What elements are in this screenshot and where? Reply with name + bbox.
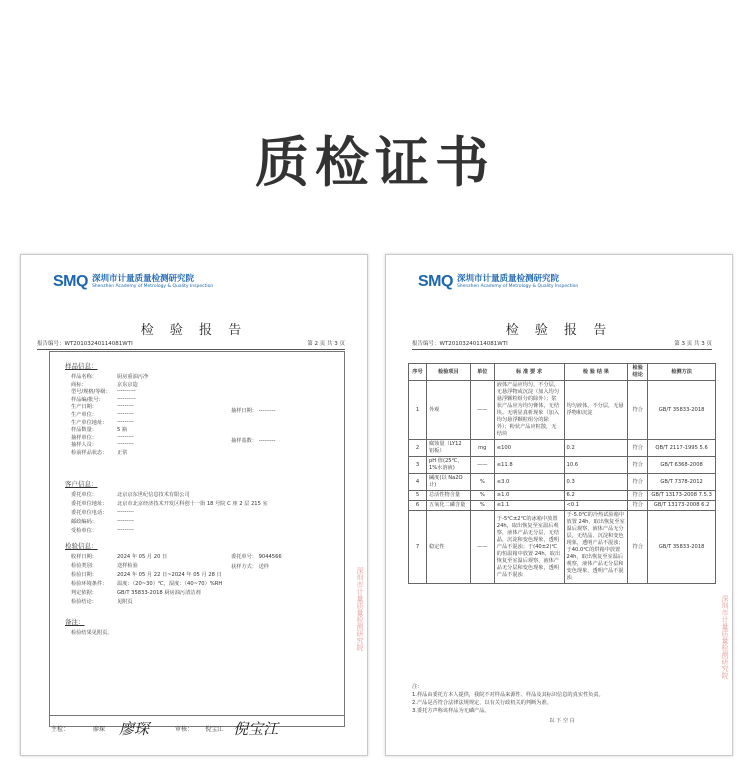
reviewer-signature: 倪宝江	[233, 719, 279, 738]
results-table	[408, 363, 716, 584]
sample-field-value: ---------	[117, 433, 134, 440]
client-field-label: 委托单位电话：	[71, 510, 108, 516]
signature-row	[49, 715, 345, 740]
editor-name: 廖琛	[93, 725, 106, 733]
sample-field-label: 生产单位：	[71, 412, 97, 418]
table-cell: GB/T 6368-2008	[648, 457, 716, 474]
sample-field-value: 京东京造	[117, 381, 138, 388]
client-field-label: 受检单位：	[71, 528, 97, 534]
table-cell: 符合	[628, 511, 648, 584]
sample-field-value: ---------	[117, 403, 134, 410]
client-field-value: ---------	[117, 527, 134, 533]
report-number: 报告编号：WT20103240114081WTI	[37, 341, 133, 347]
sample-field-value: 厨房重油污净	[117, 374, 149, 380]
table-cell: ——	[470, 511, 494, 584]
logo-en-name: Shenzhen Academy of Metrology & Quality Inspection	[456, 284, 579, 289]
remark-header: 备注：	[65, 618, 85, 626]
table-cell: 符合	[628, 501, 648, 511]
table-cell: 均匀液体，不分层，无悬浮物和沉淀	[564, 381, 628, 440]
note-line: 1.样品由委托方本人提供，我院不对样品来源性、样品及其标识信息的真实性负责。	[412, 692, 604, 698]
results-table-header	[409, 364, 716, 381]
sample-field-label: 样品编/批号：	[71, 396, 104, 403]
table-header-cell: 检测方法	[648, 364, 716, 381]
smq-logo	[53, 273, 213, 291]
table-cell: 于-5.0℃的冷热试验箱中放置 24h，取出恢复至室温后观察，液体产品无分层，无结晶、沉淀和变色现象，透明产品不混浊；于40.0℃的烘箱中放置 24h，取出恢复至室温后观察，液体产品无分层和变色现象，透明产品不混浊	[564, 511, 628, 584]
client-field-label: 委托单位：	[71, 492, 97, 498]
commission-no-label: 委托单号：	[231, 554, 257, 560]
sampling-base-row	[231, 437, 275, 444]
table-cell: 稳定性	[426, 511, 470, 584]
table-cell: %	[470, 474, 494, 491]
test-field-value: 送样检验	[117, 563, 138, 569]
table-cell: 6	[409, 501, 427, 511]
test-field-label: 检验类别：	[71, 563, 97, 569]
test-field-label: 收样日期：	[71, 554, 97, 560]
sample-field-value: 正常	[117, 450, 128, 456]
logo-cn-name: 深圳市计量质量检测研究院	[91, 274, 194, 284]
sample-field-label: 抽样单位：	[71, 434, 97, 441]
client-field-value: 北京市北京经济技术开发区科创十一街 18 号院 C 座 2 层 215 室	[117, 501, 268, 507]
sample-field-label: 样品名称：	[71, 374, 97, 380]
table-cell: GB/T 35833-2018	[648, 381, 716, 440]
table-header-cell: 检验结论	[628, 364, 648, 381]
note-line: 2.产品是否符合法律法规规定，以有关行政机关的判断为准。	[412, 700, 552, 706]
table-cell: 6.2	[564, 491, 628, 501]
sample-field-value: ---------	[117, 411, 134, 417]
sample-way-row	[231, 563, 269, 570]
test-field-value: 2024 年 05 月 22 日~2024 年 05 月 28 日	[117, 572, 222, 578]
test-field-label: 检验日期：	[71, 572, 97, 578]
table-cell: ≥1.0	[494, 491, 564, 501]
report-meta	[412, 339, 712, 350]
table-cell: 7	[409, 511, 427, 584]
report-page-2	[20, 254, 368, 756]
table-cell: GB/T 7378-2012	[648, 474, 716, 491]
table-row	[409, 440, 716, 457]
sample-field-label: 生产日期：	[71, 404, 97, 411]
table-row	[409, 474, 716, 491]
client-field-value: ---------	[117, 509, 134, 515]
test-field-label: 检验环境条件：	[71, 581, 108, 587]
sample-field-label: 检前样品状态：	[71, 450, 108, 456]
table-row	[409, 511, 716, 584]
client-field-value: 北京京东世纪信息技术有限公司	[117, 492, 190, 498]
table-cell: GB/T 13173-2008 7.5.3	[648, 491, 716, 501]
table-cell: 5	[409, 491, 427, 501]
sample-way-label: 获样方式：	[231, 564, 257, 570]
table-header-cell: 检 验 结 果	[564, 364, 628, 381]
sample-field-value: 5 瓶	[117, 427, 128, 434]
table-cell: ——	[470, 457, 494, 474]
table-cell: 4	[409, 474, 427, 491]
editor-signature: 廖琛	[119, 719, 150, 738]
sampling-base-label: 抽样基数：	[231, 438, 257, 444]
sample-field-label: 型号/规格/等级：	[71, 389, 111, 396]
table-cell: <0.1	[564, 501, 628, 511]
smq-logo	[418, 273, 578, 291]
table-header-cell: 序号	[409, 364, 427, 381]
sample-info-header: 样品信息：	[65, 362, 98, 370]
table-cell: 腐蚀量（LY12 铝板）	[426, 440, 470, 457]
logo-en-name: Shenzhen Academy of Metrology & Quality Inspection	[91, 284, 214, 289]
table-cell: %	[470, 491, 494, 501]
test-info-header: 检验信息：	[65, 542, 98, 550]
red-seal-stamp: 深圳市计量质量检测研究院	[356, 567, 364, 651]
table-cell: 符合	[628, 457, 648, 474]
table-cell: 符合	[628, 381, 648, 440]
table-cell: 符合	[628, 491, 648, 501]
table-cell: 1	[409, 381, 427, 440]
page-number: 第 2 页 共 3 页	[307, 341, 345, 347]
client-field-label: 邮政编码：	[71, 519, 97, 525]
test-field-value: 见附页	[117, 599, 133, 605]
report-title: 检 验 报 告	[505, 323, 613, 338]
test-field-value: GB/T 35833-2018 厨房油污清洁剂	[117, 590, 201, 596]
sample-field-value: ---------	[117, 441, 134, 448]
sample-field-label: 商标：	[71, 381, 87, 388]
client-field-label: 委托单位地址：	[71, 501, 108, 507]
remark-text: 检验结果见附页。	[71, 630, 113, 636]
table-cell: 外观	[426, 381, 470, 440]
sampling-date-row	[231, 407, 275, 414]
test-field-label: 判定依据：	[71, 590, 97, 596]
commission-no-value: 9044566	[258, 554, 282, 560]
table-cell: ≤11.8	[494, 457, 564, 474]
end-marker: 以 下 空 白	[549, 718, 575, 724]
table-cell: 五氧化二磷含量	[426, 501, 470, 511]
client-field-value: ---------	[117, 518, 134, 524]
sampling-date-label: 抽样日期：	[231, 408, 257, 414]
table-cell: 0.3	[564, 474, 628, 491]
table-cell: ≤3.0	[494, 474, 564, 491]
table-header-cell: 检验项目	[426, 364, 470, 381]
table-cell: 液体产品应均匀，不分层，无悬浮物或沉淀（加入均匀悬浮颗粒组分的除外）；浆状产品应为均匀膏体，无结块。无明显真析现象（加入均匀悬浮颗粒组分的除外）；粉状产品应粒散，无结块	[494, 381, 564, 440]
table-header-cell: 单位	[470, 364, 494, 381]
report-page-3	[385, 254, 733, 756]
test-field-label: 检验结论：	[71, 599, 97, 605]
table-cell: ≤100	[494, 440, 564, 457]
sample-field-value: ----------	[117, 388, 136, 395]
note-line: 3.委托方声称该样品为无磷产品。	[412, 708, 490, 714]
logo-mark: SMQ	[418, 273, 453, 290]
table-cell: GB/T 13173-2008 6.2	[648, 501, 716, 511]
table-cell: 2	[409, 440, 427, 457]
page-number: 第 3 页 共 3 页	[674, 341, 712, 347]
table-cell: 符合	[628, 474, 648, 491]
editor-label: 主检：	[51, 725, 70, 733]
table-cell: 0.2	[564, 440, 628, 457]
table-cell: 3	[409, 457, 427, 474]
sample-field-label: 生产单位地址：	[71, 419, 108, 426]
sample-field-value: ---------	[117, 418, 134, 425]
table-cell: ——	[470, 381, 494, 440]
table-cell: GB/T 35833-2018	[648, 511, 716, 584]
report-meta	[37, 339, 345, 350]
test-field-value: 2024 年 05 月 20 日	[117, 554, 168, 560]
logo-cn-name: 深圳市计量质量检测研究院	[456, 274, 559, 284]
table-cell: QB/T 2117-1995 5.6	[648, 440, 716, 457]
table-row	[409, 457, 716, 474]
table-cell: 总活性物含量	[426, 491, 470, 501]
sample-field-value: ----------	[117, 395, 136, 402]
note-line: 注：	[412, 684, 423, 690]
commission-no-row	[231, 553, 282, 560]
notes-block	[412, 683, 712, 725]
table-cell: mg	[470, 440, 494, 457]
page-title: 质检证书	[255, 131, 495, 194]
sampling-date-value: ---------	[258, 408, 276, 414]
test-field-value: 温度：（20~30）℃，湿度：（40~70）%RH	[117, 581, 223, 587]
table-row	[409, 501, 716, 511]
table-cell: %	[470, 501, 494, 511]
sample-field-label: 样品数量：	[71, 427, 97, 434]
sample-way-value: 送样	[258, 564, 269, 570]
table-cell: pH 值(25℃，1%水溶液)	[426, 457, 470, 474]
table-header-cell: 标 准 要 求	[494, 364, 564, 381]
sample-field-label: 抽样人员：	[71, 442, 97, 449]
table-cell: 碱度(以 Na2O 计)	[426, 474, 470, 491]
table-cell: 于-5℃±2℃的冰箱中放置 24h，取出恢复至室温后观察，液体产品无分层，无结晶，沉淀和变色现象，透明产品不混浊；于(40±2)℃的恒温箱中放置 24h，取出恢复至室温后观察，液体产品无分层和变色现象，透明产品不混浊	[494, 511, 564, 584]
reviewer-label: 审核：	[175, 725, 194, 733]
sampling-base-value: ---------	[258, 438, 276, 444]
table-row	[409, 381, 716, 440]
table-cell: 符合	[628, 440, 648, 457]
table-cell: ≤1.1	[494, 501, 564, 511]
logo-mark: SMQ	[53, 273, 88, 290]
report-number: 报告编号：WT20103240114081WTI	[412, 341, 508, 347]
red-seal-stamp: 深圳市计量质量检测研究院	[721, 595, 729, 679]
table-cell: 10.6	[564, 457, 628, 474]
table-row	[409, 491, 716, 501]
reviewer-name: 倪宝江	[205, 725, 224, 733]
client-info-header: 客户信息：	[65, 480, 98, 488]
report-title: 检 验 报 告	[140, 323, 248, 338]
